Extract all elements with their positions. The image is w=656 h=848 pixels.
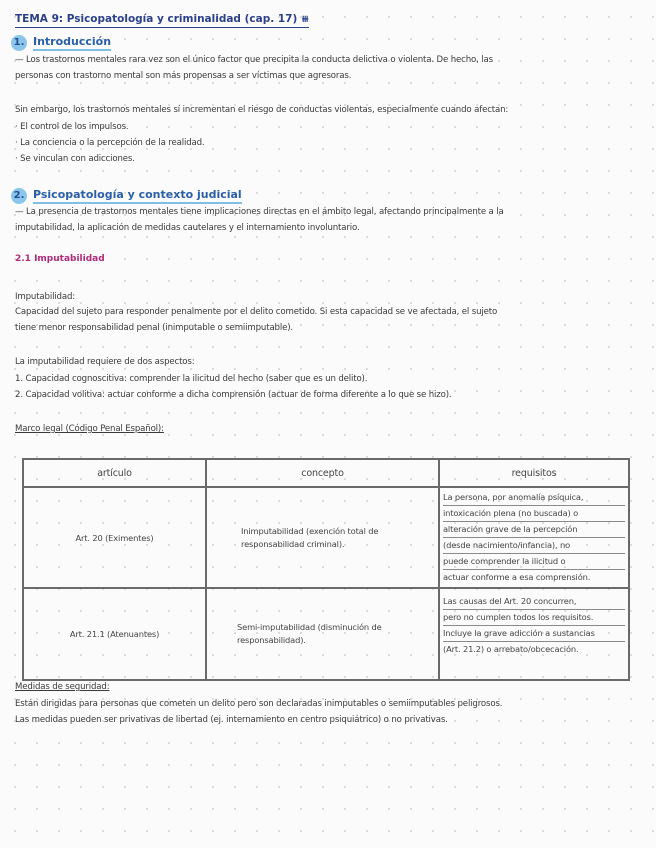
row-1-concept	[206, 487, 439, 588]
row-2-requirements	[439, 588, 629, 680]
row-1-req-line-1: La persona, por anomalía psíquica,	[443, 490, 625, 506]
table-row	[23, 487, 629, 588]
row-2-article: Art. 21.1 (Atenuantes)	[23, 588, 206, 680]
row-2-req-line-2: pero no cumplen todos los requisitos.	[443, 610, 625, 626]
definition-line-1: Capacidad del sujeto para responder penalmente por el delito cometido. Si esta capacidad se ve afectada, el sujeto	[15, 307, 498, 317]
requires-item-2: 2. Capacidad volitiva: actuar conforme a dicha comprensión (actuar de forma diferente a lo que se hizo).	[15, 390, 452, 400]
row-2-req-line-4: (Art. 21.2) o arrebato/obcecación.	[443, 644, 579, 654]
security-measures-line-2: Las medidas pueden ser privativas de libertad (ej. internamiento en centro psiquiátrico) o no privativas.	[15, 715, 448, 725]
section-1-bullet-1: · El control de los impulsos.	[15, 122, 129, 132]
security-measures-label: Medidas de seguridad:	[15, 682, 110, 692]
section-1-title: Introducción	[33, 35, 111, 51]
row-1-article: Art. 20 (Eximentes)	[23, 487, 206, 588]
section-1-line-1: — Los trastornos mentales rara vez son el único factor que precipita la conducta delictiva o violenta. De hecho, las	[15, 55, 493, 65]
row-2-req-line-3: Incluye la grave adicción a sustancias	[443, 626, 625, 642]
section-1-bullet-3: · Se vinculan con adicciones.	[15, 154, 135, 164]
definition-line-2: tiene menor responsabilidad penal (inimputable o semiimputable).	[15, 323, 294, 333]
header-article: artículo	[23, 459, 206, 487]
row-1-requirements	[439, 487, 629, 588]
section-1-bullet-2: · La conciencia o la percepción de la realidad.	[15, 138, 205, 148]
section-2-heading	[11, 187, 242, 204]
row-2-concept-line-1: Semi-imputabilidad (disminución de	[237, 622, 382, 632]
section-1-paragraph-2: Sin embargo, los trastornos mentales sí incrementan el riesgo de conductas violentas, especialmente cuando afectan:	[15, 105, 509, 115]
page-title-text: TEMA 9: Psicopatología y criminalidad (cap. 17)	[15, 13, 298, 25]
legal-framework-table	[22, 458, 630, 681]
section-2-line-2: imputabilidad, la aplicación de medidas cautelares y el internamiento involuntario.	[15, 223, 360, 233]
page-title	[15, 12, 309, 28]
table-row	[23, 588, 629, 680]
section-1-line-2: personas con trastorno mental son más propensas a ser víctimas que agresoras.	[15, 71, 352, 81]
row-1-req-line-3: alteración grave de la percepción	[443, 522, 625, 538]
section-1-number: 1.	[11, 35, 27, 51]
section-2-line-1: — La presencia de trastornos mentales tiene implicaciones directas en el ámbito legal, afectando principalmente a la	[15, 207, 504, 217]
row-2-concept-line-2: responsabilidad).	[237, 635, 306, 645]
row-2-concept	[206, 588, 439, 680]
section-2-title: Psicopatología y contexto judicial	[33, 188, 242, 204]
row-1-req-line-2: intoxicación plena (no buscada) o	[443, 506, 625, 522]
subsection-2-1-heading: 2.1 Imputabilidad	[15, 254, 105, 264]
row-1-concept-line-1: Inimputabilidad (exención total de	[241, 525, 379, 536]
row-1-req-line-6: actuar conforme a esa comprensión.	[443, 572, 591, 582]
security-measures-line-1: Están dirigidas para personas que cometen un delito pero son declaradas inimputables o semiimputables peligrosos.	[15, 699, 503, 709]
section-2-number: 2.	[11, 188, 27, 204]
title-squiggle-icon: ⧻	[300, 14, 310, 25]
imputabilidad-label: Imputabilidad:	[15, 292, 76, 302]
row-1-req-line-5: puede comprender la ilicitud o	[443, 554, 625, 570]
requires-intro: La imputabilidad requiere de dos aspectos:	[15, 357, 195, 367]
table-header-row	[23, 459, 629, 487]
header-requirements: requisitos	[439, 459, 629, 487]
legal-framework-label: Marco legal (Código Penal Español):	[15, 424, 164, 434]
requires-item-1: 1. Capacidad cognoscitiva: comprender la ilicitud del hecho (saber que es un delito).	[15, 374, 368, 384]
section-1-heading	[11, 34, 111, 51]
header-concept: concepto	[206, 459, 439, 487]
row-2-req-line-1: Las causas del Art. 20 concurren,	[443, 594, 625, 610]
row-1-concept-line-2: responsabilidad criminal).	[241, 538, 345, 549]
row-1-req-line-4: (desde nacimiento/infancia), no	[443, 538, 625, 554]
